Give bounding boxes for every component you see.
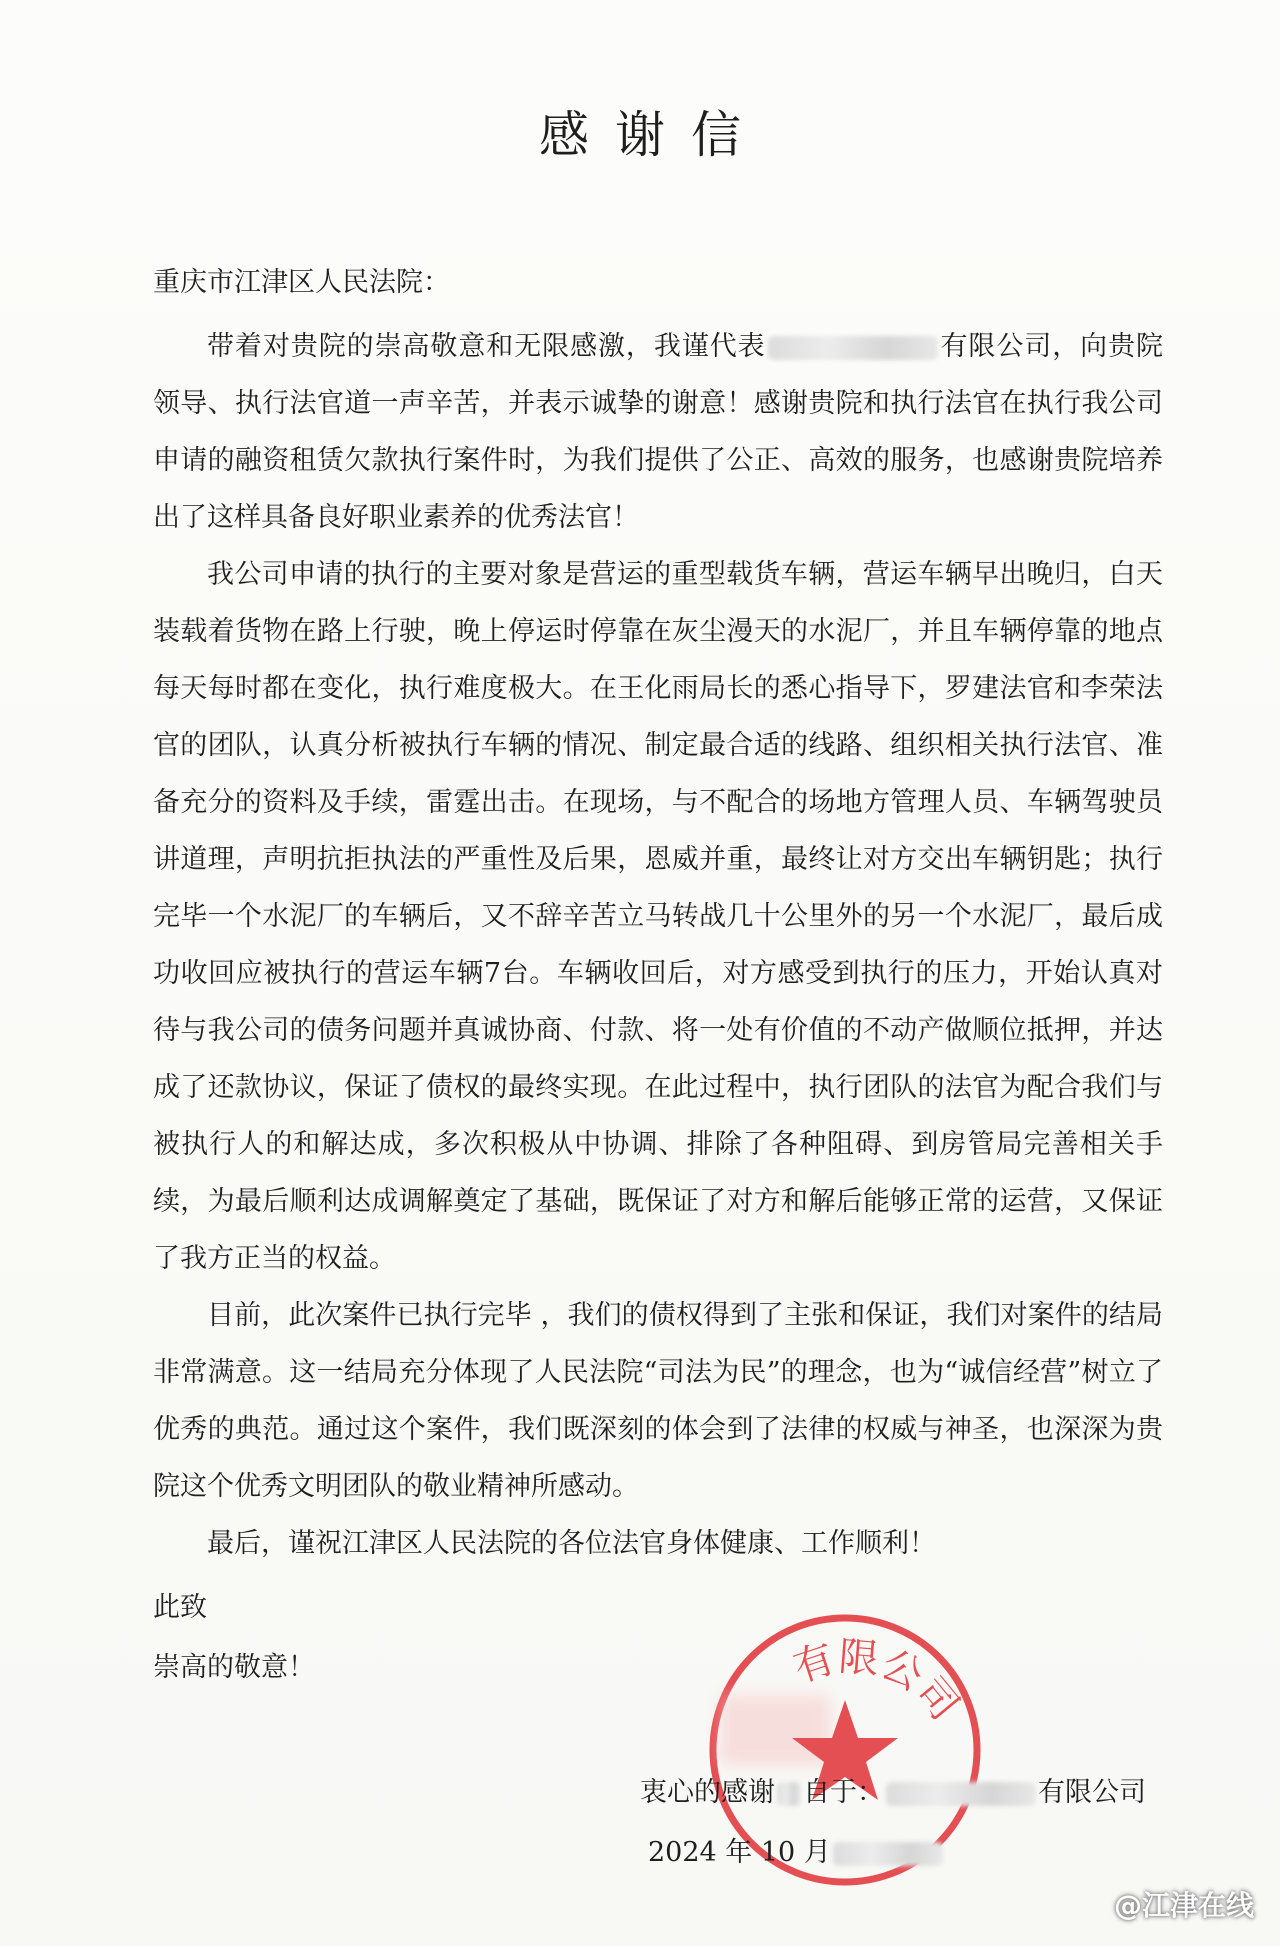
letter-title: 感谢信 (539, 106, 767, 164)
signature-mid: 自于： (803, 1777, 884, 1808)
closing-line-1: 此致 (153, 1592, 207, 1623)
date-text: 2024 年 10 月 (648, 1837, 831, 1868)
paragraph-1-pre: 带着对贵院的崇高敬意和无限感激，我谨代表 (207, 331, 766, 362)
date-redaction (833, 1842, 943, 1866)
signature-post: 有限公司 (1038, 1777, 1146, 1808)
paragraph-2: 我公司申请的执行的主要对象是营运的重型载货车辆，营运车辆早出晚归，白天装载着货物在路上行驶，晚上停运时停靠在灰尘漫天的水泥厂，并且车辆停靠的地点每天每时都在变化，执行难度极大。在王化雨局长的悉心指导下，罗建法官和李荣法官的团队，认真分析被执行车辆的情况、制定最合适的线路、组织相关执行法官、准备充分的资料及手续，雷霆出击。在现场，与不配合的场地方管理人员、车辆驾驶员讲道理，声明抗拒执法的严重性及后果，恩威并重，最终让对方交出车辆钥匙；执行完毕一个水泥厂的车辆后，又不辞辛苦立马转战几十公里外的另一个水泥厂，最后成功收回应被执行的营运车辆7台。车辆收回后，对方感受到执行的压力，开始认真对待与我公司的债务问题并真诚协商、付款、将一处有价值的不动产做顺位抵押，并达成了还款协议，保证了债权的最终实现。在此过程中，执行团队的法官为配合我们与被执行人的和解达成，多次积极从中协调、排除了各种阻碍、到房管局完善相关手续，为最后顺利达成调解奠定了基础，既保证了对方和解后能够正常的运营，又保证了我方正当的权益。 (153, 559, 1163, 1274)
salutation: 重庆市江津区人民法院： (153, 267, 450, 298)
seal-text: 有限公司 (788, 1633, 968, 1730)
date-line (648, 1830, 945, 1869)
closing-line-2: 崇高的敬意！ (153, 1652, 315, 1683)
paragraph-1-post: 有限公司，向贵院领导、执行法官道一声辛苦，并表示诚挚的谢意！感谢贵院和执行法官在执行我公司申请的融资租赁欠款执行案件时，为我们提供了公正、高效的服务，也感谢贵院培养出了这样具备良好职业素养的优秀法官！ (153, 331, 1164, 533)
watermark: @江津在线 (1113, 1889, 1254, 1922)
seal-redaction (720, 1695, 830, 1765)
signature-redaction-2 (886, 1782, 1036, 1806)
paragraph-4: 最后，谨祝江津区人民法院的各位法官身体健康、工作顺利！ (207, 1528, 936, 1559)
signature-pre: 衷心的感谢 (640, 1777, 775, 1808)
letter-body (153, 318, 1163, 1572)
paragraph-1 (153, 318, 1163, 546)
signature-line (640, 1770, 1146, 1809)
paragraph-3: 目前，此次案件已执行完毕 ，我们的债权得到了主张和保证，我们对案件的结局非常满意。这一结局充分体现了人民法院“司法为民”的理念，也为“诚信经营”树立了优秀的典范。通过这个案件，我们既深刻的体会到了法律的权威与神圣，也深深为贵院这个优秀文明团队的敬业精神所感动。 (153, 1300, 1163, 1502)
signature-redaction-1 (777, 1782, 801, 1806)
redacted-company-name (768, 336, 938, 360)
